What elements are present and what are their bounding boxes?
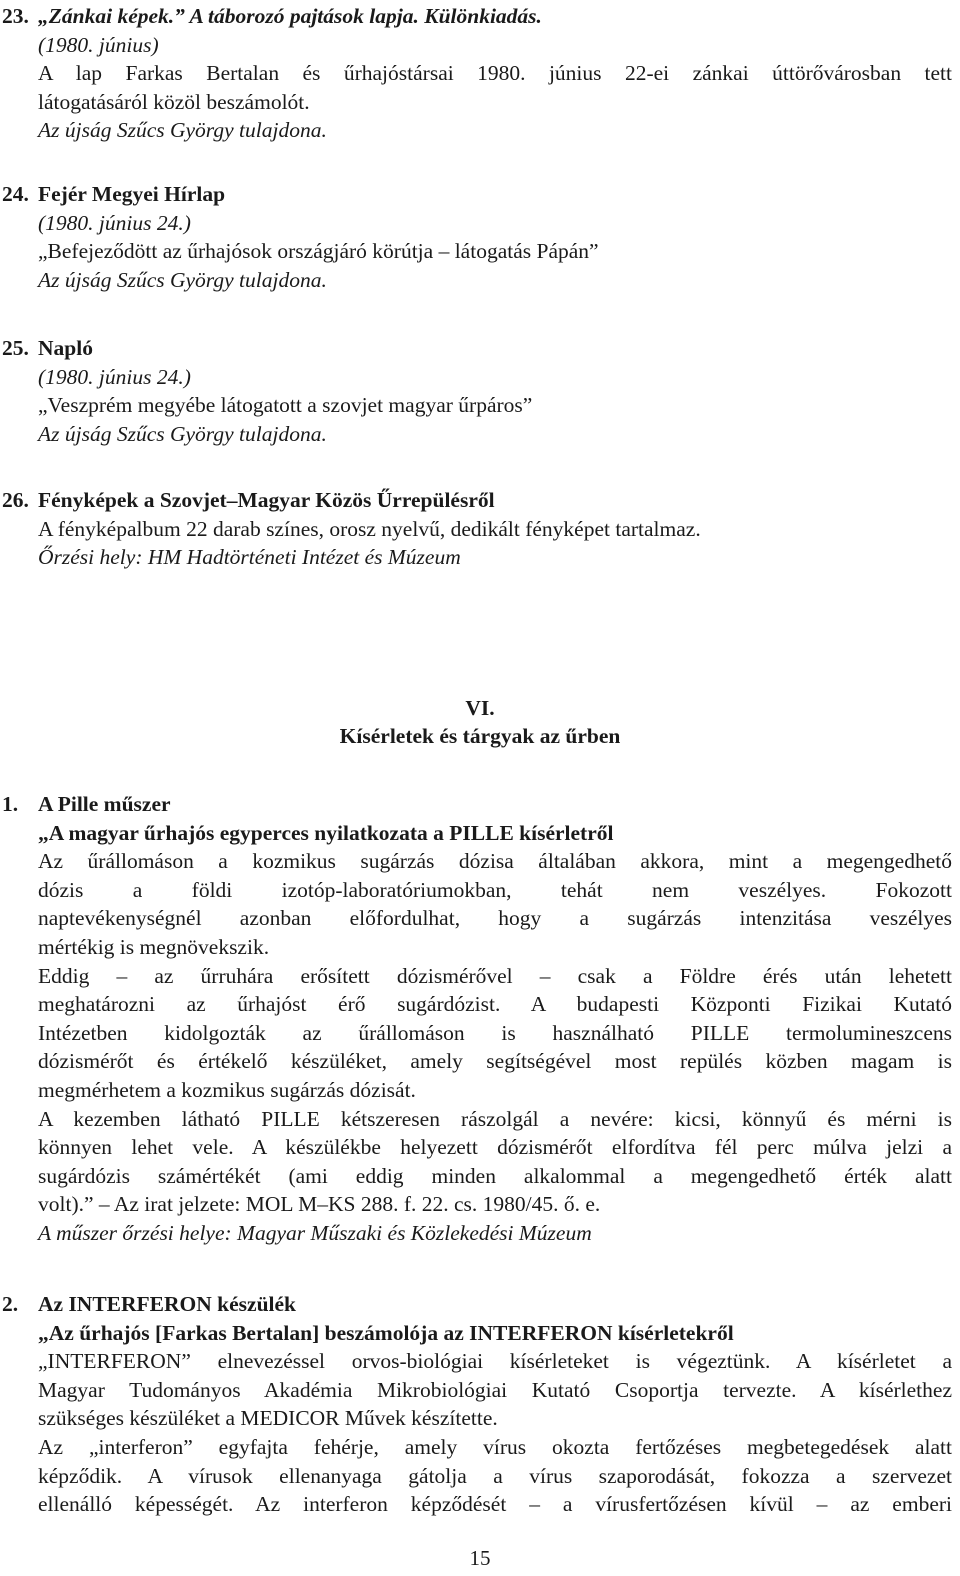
entry-title: Fejér Megyei Hírlap [38, 182, 226, 206]
item-body-line: naptevékenységnél azonban előfordulhat, hogy a sugárzás intenzitása veszélyes [38, 906, 952, 931]
item-body-line: Az „interferon” egyfajta fehérje, amely vírus okozta fertőzéses megbetegedések alatt [38, 1434, 952, 1459]
entry-number: 26. [2, 488, 29, 512]
entry-owner: Az újság Szűcs György tulajdona. [38, 267, 327, 292]
item-body-line: könnyen lehet vele. A készülékbe helyezett dózismérőt elfordítva fél perc múlva jelzi a [38, 1135, 952, 1160]
item-subtitle: „A magyar űrhajós egyperces nyilatkozata a PILLE kísérletről [38, 820, 614, 845]
item-body-line: sugárdózis számértékét (ami eddig minden alkalommal a megengedhető érték alatt [38, 1163, 952, 1188]
entry-date: (1980. június 24.) [38, 364, 191, 389]
item-body-line: dózis a földi izotóp-laboratóriumokban, tehát nem veszélyes. Fokozott [38, 877, 952, 902]
section-title: Kísérletek és tárgyak az űrben [339, 724, 621, 748]
item-title: Az INTERFERON készülék [38, 1292, 297, 1316]
item-number: 2. [2, 1292, 19, 1316]
page-number: 15 [469, 1546, 491, 1570]
entry-date: (1980. június) [38, 32, 159, 57]
item-body-line: volt).” – Az irat jelzete: MOL M–KS 288. f. 22. cs. 1980/45. ő. e. [38, 1192, 601, 1217]
entry-body-line: A fényképalbum 22 darab színes, orosz nyelvű, dedikált fényképet tartalmaz. [38, 516, 701, 541]
item-body-line: Az űrállomáson a kozmikus sugárzás dózisa általában akkora, mint a megengedhető [38, 849, 952, 874]
item-title: A Pille műszer [38, 792, 171, 816]
entry-number: 25. [2, 336, 29, 360]
item-number: 1. [2, 792, 19, 816]
item-body-line: képződik. A vírusok ellenanyaga gátolja a vírus szaporodását, fokozza a szervezet [38, 1463, 952, 1488]
item-body-line: ellenálló képességét. Az interferon képződését – a vírusfertőzésen kívül – az emberi [38, 1492, 952, 1517]
item-body-line: Eddig – az űrruhára erősített dózismérővel – csak a Földre érés után lehetett [38, 963, 952, 988]
entry-date: (1980. június 24.) [38, 210, 191, 235]
item-body-line: megmérhetem a kozmikus sugárzás dózisát. [38, 1077, 416, 1102]
item-body-line: „INTERFERON” elnevezéssel orvos-biológiai kísérleteket is végeztünk. A kísérletet a [38, 1349, 952, 1374]
item-body-line: Magyar Tudományos Akadémia Mikrobiológiai Kutató Csoportja tervezte. A kísérlethez [38, 1377, 952, 1402]
entry-owner: Az újság Szűcs György tulajdona. [38, 118, 327, 143]
entry-title: „Zánkai képek.” A táborozó pajtások lapja. Különkiadás. [38, 4, 542, 28]
entry-number: 23. [2, 4, 29, 28]
entry-owner: Az újság Szűcs György tulajdona. [38, 421, 327, 446]
entry-location: Őrzési hely: HM Hadtörténeti Intézet és Múzeum [38, 545, 461, 570]
section-roman-numeral: VI. [465, 696, 495, 720]
item-body-line: mértékig is megnövekszik. [38, 934, 270, 959]
entry-headline: „Veszprém megyébe látogatott a szovjet magyar űrpáros” [38, 393, 533, 418]
item-subtitle: „Az űrhajós [Farkas Bertalan] beszámolója az INTERFERON kísérletekről [38, 1320, 734, 1345]
entry-body-line: látogatásáról közöl beszámolót. [38, 89, 310, 114]
item-body-line: A kezemben látható PILLE kétszeresen rászolgál a nevére: kicsi, könnyű és mérni is [38, 1106, 952, 1131]
item-location: A műszer őrzési helye: Magyar Műszaki és Közlekedési Múzeum [38, 1220, 592, 1245]
item-body-line: szükséges készüléket a MEDICOR Művek készítette. [38, 1406, 498, 1431]
entry-number: 24. [2, 182, 29, 206]
item-body-line: Intézetben kidolgozták az űrállomáson is használható PILLE termolumineszcens [38, 1020, 952, 1045]
entry-title: Fényképek a Szovjet–Magyar Közös Űrrepülésről [38, 488, 495, 512]
item-body-line: meghatározni az űrhajóst érő sugárdózist. A budapesti Központi Fizikai Kutató [38, 992, 952, 1017]
entry-headline: „Befejeződött az űrhajósok országjáró körútja – látogatás Pápán” [38, 239, 599, 264]
item-body-line: dózismérőt és értékelő készüléket, amely segítségével most repülés közben magam is [38, 1049, 952, 1074]
entry-title: Napló [38, 336, 93, 360]
entry-body-line: A lap Farkas Bertalan és űrhajóstársai 1980. június 22-ei zánkai úttörővárosban tett [38, 61, 952, 86]
